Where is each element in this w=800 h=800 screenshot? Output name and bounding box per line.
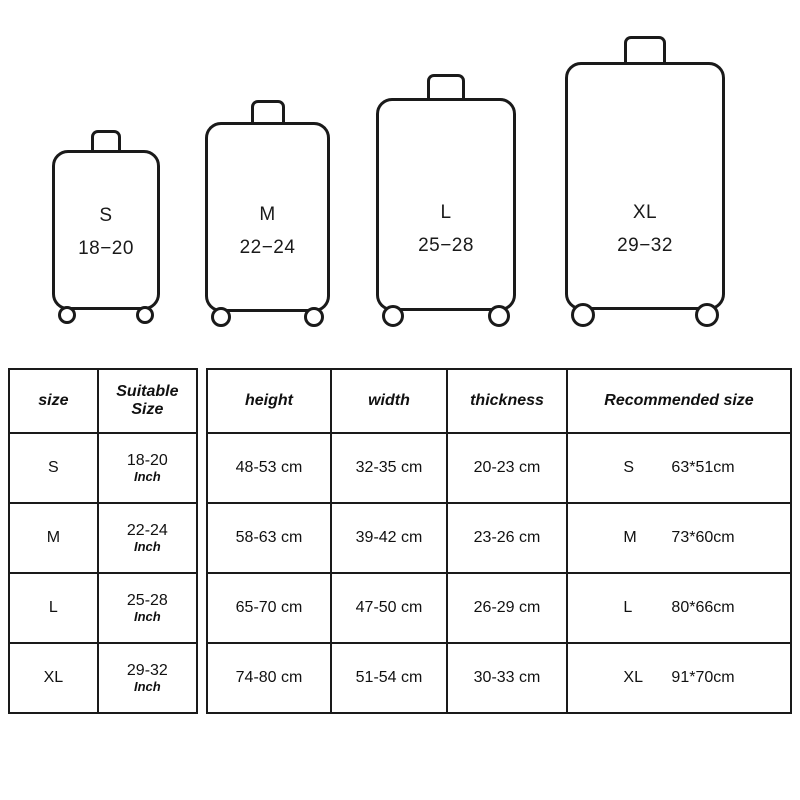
suitable-unit: Inch: [134, 468, 161, 484]
suitable-value: 29-32: [126, 661, 168, 679]
suitable-value: 22-24: [126, 521, 168, 539]
cell-recommended: [567, 643, 791, 713]
luggage-label-l: L: [440, 202, 452, 223]
header-width: width: [331, 369, 447, 433]
table-row: [9, 643, 197, 713]
luggage-wheel-left-m: [211, 307, 231, 327]
cell-size: XL: [9, 643, 98, 713]
size-table: [8, 368, 198, 714]
luggage-wheel-right-xl: [695, 303, 719, 327]
recommended-code: M: [623, 529, 637, 546]
recommended-code: XL: [623, 669, 643, 686]
luggage-label-s: S: [99, 205, 113, 226]
cell-thickness: 30-33 cm: [447, 643, 567, 713]
luggage-handle-xl: [624, 36, 666, 62]
luggage-handle-l: [427, 74, 465, 98]
cell-suitable: [98, 503, 197, 573]
luggage-wheel-left-xl: [571, 303, 595, 327]
cell-height: 58-63 cm: [207, 503, 331, 573]
recommended-dimension: 91*70cm: [671, 669, 735, 686]
suitable-value: 18-20: [126, 451, 168, 469]
table-row: [207, 643, 791, 713]
cell-width: 47-50 cm: [331, 573, 447, 643]
cell-recommended: [567, 433, 791, 503]
luggage-case-xl: [565, 62, 725, 310]
luggage-handle-s: [91, 130, 121, 150]
header-recommended-size: Recommended size: [567, 369, 791, 433]
cell-thickness: 26-29 cm: [447, 573, 567, 643]
cell-recommended: [567, 503, 791, 573]
luggage-inches-m: 22−24: [239, 237, 296, 258]
luggage-wheel-left-l: [382, 305, 404, 327]
table-row: [207, 433, 791, 503]
header-thickness: thickness: [447, 369, 567, 433]
table-header-row: [9, 369, 197, 433]
cell-suitable: [98, 643, 197, 713]
luggage-inches-xl: 29−32: [617, 235, 673, 256]
luggage-wheel-right-s: [136, 306, 154, 324]
suitable-unit: Inch: [134, 538, 161, 554]
table-row: [9, 573, 197, 643]
table-row: [207, 503, 791, 573]
luggage-inches-s: 18−20: [78, 238, 134, 259]
cell-width: 51-54 cm: [331, 643, 447, 713]
table-header-row: [207, 369, 791, 433]
cell-size: L: [9, 573, 98, 643]
header-size: size: [9, 369, 98, 433]
cell-width: 32-35 cm: [331, 433, 447, 503]
header-height: height: [207, 369, 331, 433]
table-row: [9, 503, 197, 573]
luggage-inches-l: 25−28: [418, 235, 474, 256]
recommended-dimension: 63*51cm: [671, 459, 735, 476]
cell-thickness: 20-23 cm: [447, 433, 567, 503]
luggage-body-xl: [565, 62, 725, 310]
luggage-case-l: [376, 98, 516, 311]
cell-suitable: [98, 433, 197, 503]
suitable-unit: Inch: [134, 678, 161, 694]
cell-recommended: [567, 573, 791, 643]
cell-height: 65-70 cm: [207, 573, 331, 643]
header-suitable-size: Suitable Size: [98, 369, 197, 433]
recommended-dimension: 80*66cm: [671, 599, 735, 616]
recommended-dimension: 73*60cm: [671, 529, 735, 546]
table-row: [9, 433, 197, 503]
cell-width: 39-42 cm: [331, 503, 447, 573]
suitable-value: 25-28: [126, 591, 168, 609]
luggage-label-xl: XL: [632, 202, 658, 223]
luggage-wheel-left-s: [58, 306, 76, 324]
luggage-label-m: M: [259, 204, 276, 225]
luggage-handle-m: [251, 100, 285, 122]
cell-height: 74-80 cm: [207, 643, 331, 713]
luggage-wheel-right-m: [304, 307, 324, 327]
luggage-body-s: [52, 150, 160, 310]
cell-thickness: 23-26 cm: [447, 503, 567, 573]
luggage-case-m: [205, 122, 330, 312]
dimensions-table: [206, 368, 792, 714]
cell-size: M: [9, 503, 98, 573]
cell-suitable: [98, 573, 197, 643]
recommended-code: S: [623, 459, 635, 476]
recommended-code: L: [623, 599, 633, 616]
luggage-size-illustrations: [0, 0, 800, 350]
cell-size: S: [9, 433, 98, 503]
table-row: [207, 573, 791, 643]
cell-height: 48-53 cm: [207, 433, 331, 503]
luggage-wheel-right-l: [488, 305, 510, 327]
luggage-case-s: [52, 150, 160, 310]
suitable-unit: Inch: [134, 608, 161, 624]
